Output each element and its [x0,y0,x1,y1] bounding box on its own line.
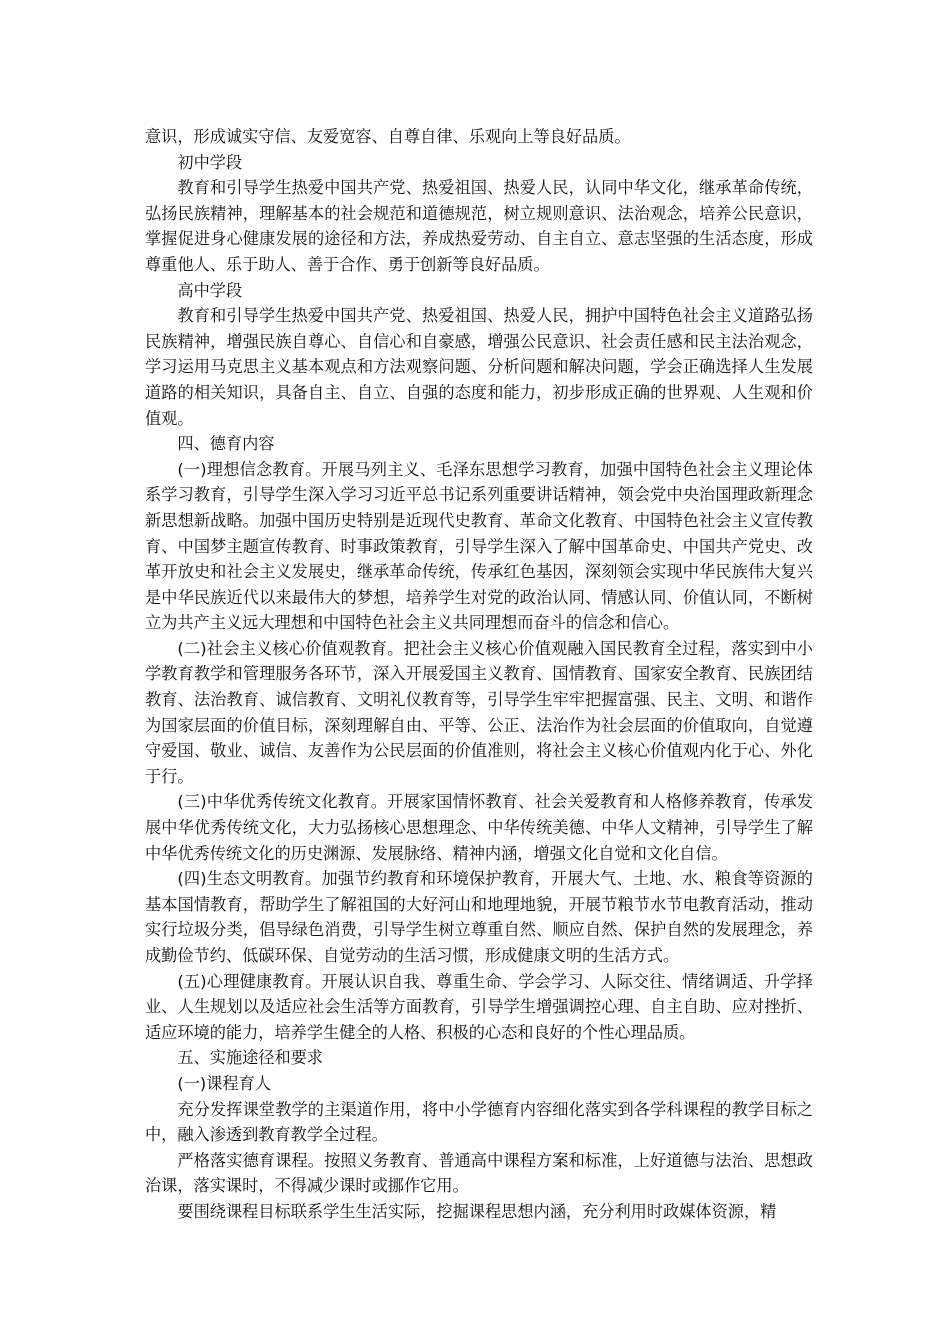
document-body [145,124,813,1225]
paragraph-senior-high-goals: 教育和引导学生热爱中国共产党、热爱祖国、热爱人民，拥护中国特色社会主义道路弘扬民族精神，增强民族自尊心、自信心和自豪感，增强公民意识、社会责任感和民主法治观念，学习运用马克思主义基本观点和方法观察问题、分析问题和解决问题，学会正确选择人生发展道路的相关知识，具备自主、自立、自强的态度和能力，初步形成正确的世界观、人生观和价值观。 [145,306,813,428]
paragraph-junior-high-goals: 教育和引导学生热爱中国共产党、热爱祖国、热爱人民，认同中华文化，继承革命传统，弘扬民族精神，理解基本的社会规范和道德规范，树立规则意识、法治观念，培养公民意识，掌握促进身心健康发展的途径和方法，养成热爱劳动、自主自立、意志坚强的生活态度，形成尊重他人、乐于助人、善于合作、勇于创新等良好品质。 [145,178,813,274]
paragraph-classroom-teaching: 充分发挥课堂教学的主渠道作用，将中小学德育内容细化落实到各学科课程的教学目标之中，融入渗透到教育教学全过程。 [145,1099,813,1145]
paragraph-moral-courses: 严格落实德育课程。按照义务教育、普通高中课程方案和标准，上好道德与法治、思想政治课，落实课时，不得减少课时或挪作它用。 [145,1150,813,1196]
paragraph-ideals-beliefs-education: (一)理想信念教育。开展马列主义、毛泽东思想学习教育，加强中国特色社会主义理论体系学习教育，引导学生深入学习习近平总书记系列重要讲话精神，领会党中央治国理政新理念新思想新战略。加强中国历史特别是近现代史教育、革命文化教育、中国特色社会主义宣传教育、中国梦主题宣传教育、时事政策教育，引导学生深入了解中国革命史、中国共产党史、改革开放史和社会主义发展史，继承革命传统，传承红色基因，深刻领会实现中华民族伟大复兴是中华民族近代以来最伟大的梦想，培养学生对党的政治认同、情感认同、价值认同，不断树立为共产主义远大理想和中国特色社会主义共同理想而奋斗的信念和信心。 [145,459,813,633]
heading-curriculum-education: (一)课程育人 [177,1073,271,1093]
heading-section-four: 四、德育内容 [177,434,275,454]
heading-senior-high-stage: 高中学段 [177,280,243,300]
paragraph-core-values-education: (二)社会主义核心价值观教育。把社会主义核心价值观融入国民教育全过程，落实到中小学教育教学和管理服务各环节，深入开展爱国主义教育、国情教育、国家安全教育、民族团结教育、法治教育、诚信教育、文明礼仪教育等，引导学生牢牢把握富强、民主、文明、和谐作为国家层面的价值目标，深刻理解自由、平等、公正、法治作为社会层面的价值取向，自觉遵守爱国、敬业、诚信、友善作为公民层面的价值准则，将社会主义核心价值观内化于心、外化于行。 [145,638,813,786]
paragraph-mental-health-education: (五)心理健康教育。开展认识自我、尊重生命、学会学习、人际交往、情绪调适、升学择业、人生规划以及适应社会生活等方面教育，引导学生增强调控心理、自主自助、应对挫折、适应环境的能力，培养学生健全的人格、积极的心态和良好的个性心理品质。 [145,971,813,1042]
heading-junior-high-stage: 初中学段 [177,152,243,172]
paragraph-ecological-education: (四)生态文明教育。加强节约教育和环境保护教育，开展大气、土地、水、粮食等资源的基本国情教育，帮助学生了解祖国的大好河山和地理地貌，开展节粮节水节电教育活动，推动实行垃圾分类，倡导绿色消费，引导学生树立尊重自然、顺应自然、保护自然的发展理念，养成勤俭节约、低碳环保、自觉劳动的生活习惯，形成健康文明的生活方式。 [145,869,813,965]
paragraph-course-goals: 要围绕课程目标联系学生生活实际，挖掘课程思想内涵，充分利用时政媒体资源，精 [177,1201,777,1221]
paragraph-traditional-culture-education: (三)中华优秀传统文化教育。开展家国情怀教育、社会关爱教育和人格修养教育，传承发展中华优秀传统文化，大力弘扬核心思想理念、中华传统美德、中华人文精神，引导学生了解中华优秀传统文化的历史渊源、发展脉络、精神内涵，增强文化自觉和文化自信。 [145,792,813,863]
paragraph-continuation: 意识，形成诚实守信、友爱宽容、自尊自律、乐观向上等良好品质。 [145,127,631,146]
heading-section-five: 五、实施途径和要求 [177,1048,324,1068]
